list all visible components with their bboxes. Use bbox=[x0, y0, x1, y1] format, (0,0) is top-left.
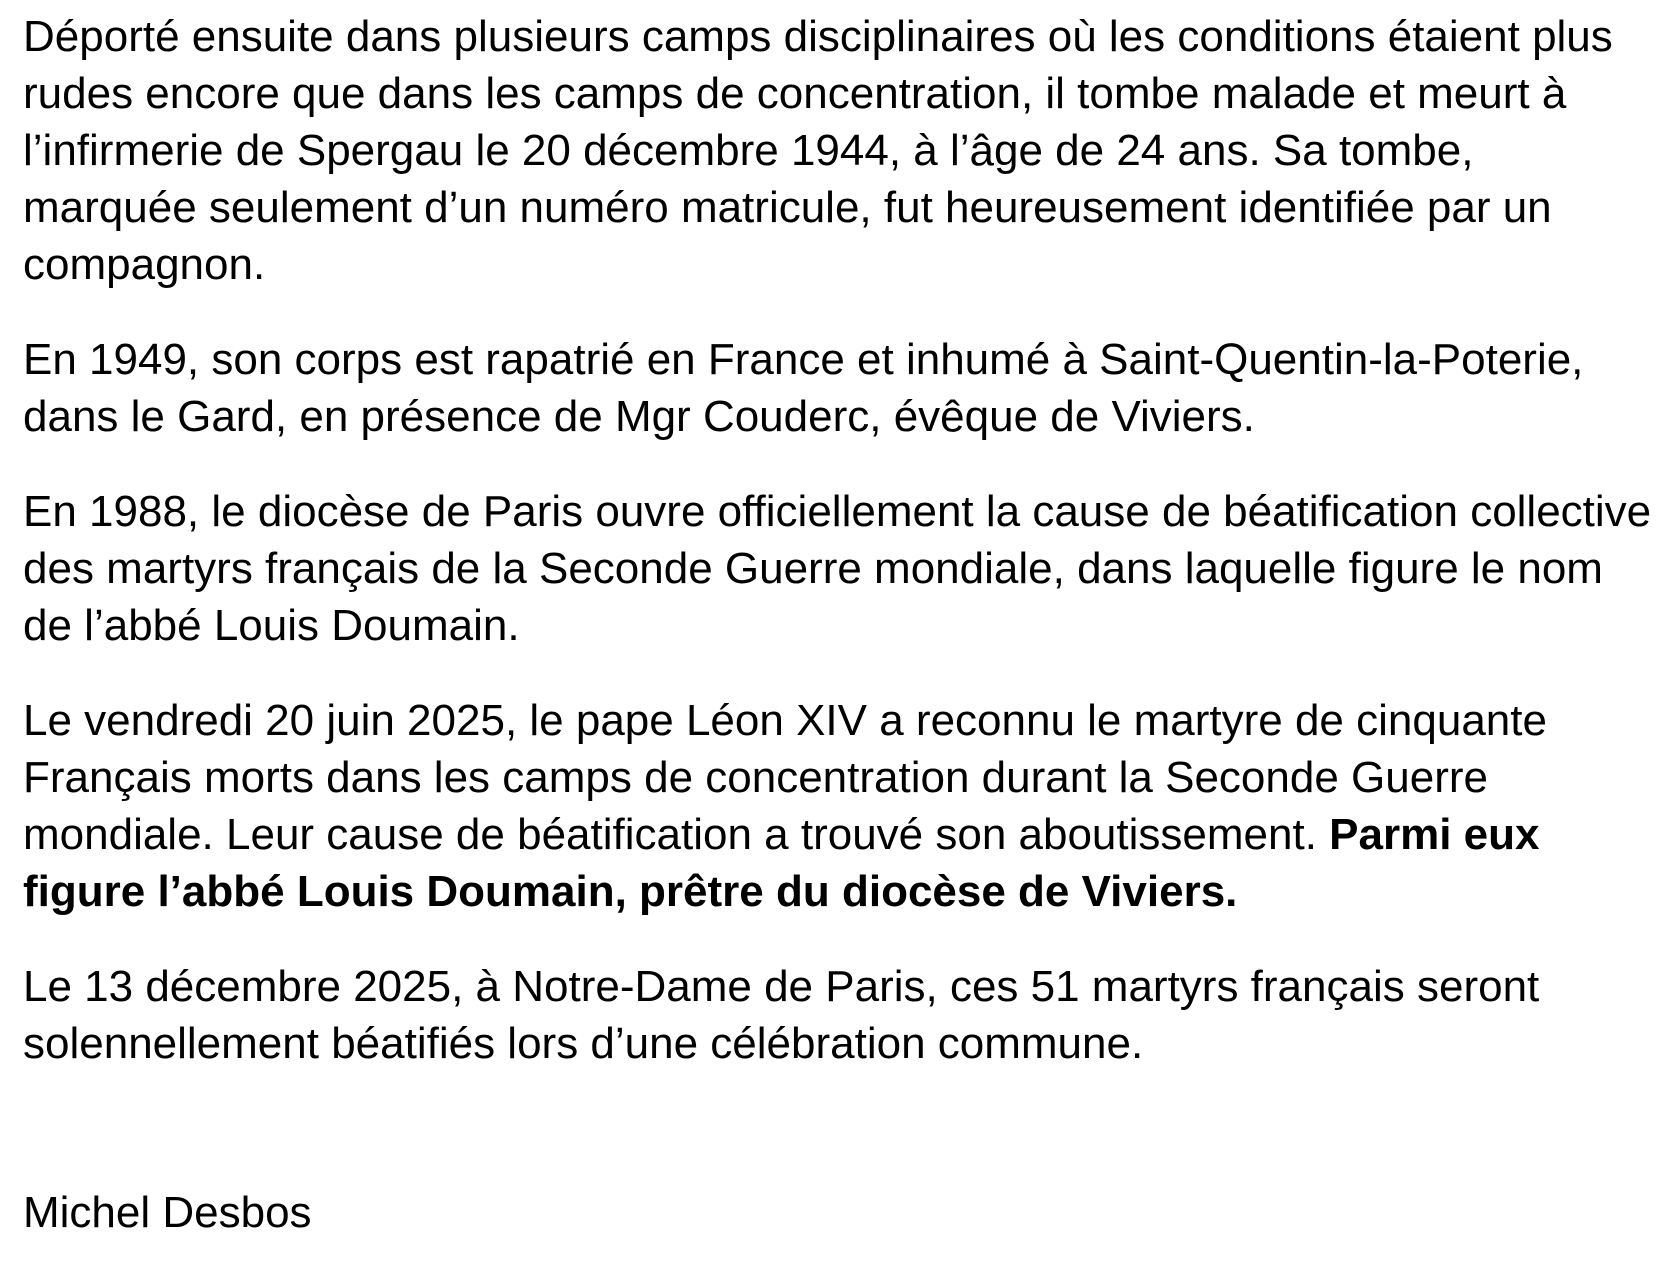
paragraph-martyrdom-recognition bbox=[23, 692, 1653, 920]
paragraph-deportation bbox=[23, 8, 1653, 293]
paragraph-beatification-cause bbox=[23, 483, 1653, 654]
author-signature: Michel Desbos bbox=[23, 1188, 312, 1237]
paragraph-repatriation-text: En 1949, son corps est rapatrié en France et inhumé à Saint-Quentin-la-Poterie, dans le Gard, en présence de Mgr Couderc, évêque de Viviers. bbox=[23, 335, 1584, 441]
paragraph-deportation-text: Déporté ensuite dans plusieurs camps disciplinaires où les conditions étaient plus rudes encore que dans les camps de concentration, il tombe malade et meurt à l’infirmerie de Spergau le 20 décembre 1944, à l’âge de 24 ans. Sa tombe, marquée seulement d’un numéro matricule, fut heureusement identifiée par un compagnon. bbox=[23, 12, 1613, 289]
paragraph-beatification-ceremony bbox=[23, 958, 1653, 1072]
paragraph-beatification-cause-text: En 1988, le diocèse de Paris ouvre officiellement la cause de béatification collective des martyrs français de la Seconde Guerre mondiale, dans laquelle figure le nom de l’abbé Louis Doumain. bbox=[23, 487, 1652, 650]
paragraph-martyrdom-recognition-text: Le vendredi 20 juin 2025, le pape Léon XIV a reconnu le martyre de cinquante Français morts dans les camps de concentration durant la Seconde Guerre mondiale. Leur cause de béatification a trouvé son aboutissement. bbox=[23, 696, 1547, 859]
document-body bbox=[23, 8, 1653, 1110]
paragraph-beatification-ceremony-text: Le 13 décembre 2025, à Notre-Dame de Paris, ces 51 martyrs français seront solennellement béatifiés lors d’une célébration commune. bbox=[23, 962, 1540, 1068]
paragraph-repatriation bbox=[23, 331, 1653, 445]
paragraph-martyrdom-recognition-bold-text: Parmi eux figure l’abbé Louis Doumain, prêtre du diocèse de Viviers. bbox=[23, 810, 1540, 916]
